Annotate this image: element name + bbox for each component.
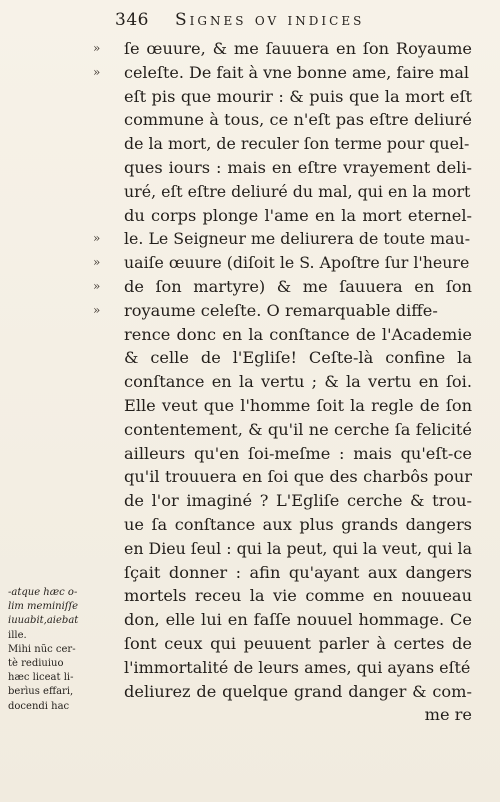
line-text: de la mort, de reculer ſon terme pour quel- bbox=[124, 134, 470, 154]
text-line bbox=[124, 561, 472, 585]
line-text: contentement, & qu'il ne cerche ſa felicité bbox=[124, 419, 472, 439]
line-text: ſe œuure, & me ſauuera en ſon Royaume bbox=[124, 39, 472, 58]
line-text: ſçait donner : afin qu'ayant aux dangers bbox=[124, 562, 472, 582]
line-text: commune à tous, ce n'eſt pas eſtre deliuré bbox=[124, 110, 472, 130]
quotation-mark: » bbox=[93, 278, 101, 293]
margin-note-line: berìus effari, bbox=[8, 686, 74, 698]
text-line bbox=[124, 156, 472, 180]
text-line bbox=[124, 394, 472, 418]
text-line bbox=[124, 465, 472, 489]
text-line bbox=[124, 85, 472, 109]
line-text: Elle veut que l'homme ſoit la regle de ſon bbox=[124, 395, 472, 415]
line-text: & celle de l'Egliſe! Ceſte-là confine la bbox=[124, 348, 472, 368]
line-text: uaiſe œuure (diſoit le S. Apoſtre ſur l'heure bbox=[124, 253, 470, 273]
margin-note-line: lim meminiſſe bbox=[8, 601, 79, 613]
quotation-mark: » bbox=[93, 255, 101, 270]
line-text: celeſte. De fait à vne bonne ame, faire mal bbox=[124, 62, 470, 82]
quotation-mark: » bbox=[93, 64, 101, 79]
margin-note-line: iuuabit,aiebat bbox=[8, 615, 79, 627]
text-line bbox=[124, 132, 472, 156]
quotation-mark: » bbox=[93, 302, 101, 317]
text-line bbox=[124, 346, 472, 370]
margin-note bbox=[8, 586, 120, 714]
margin-note-line: docendi hac bbox=[8, 700, 70, 712]
page-number: 346 bbox=[115, 10, 149, 30]
line-text: don, elle lui en faſſe nouuel hommage. Ce bbox=[124, 610, 472, 630]
quotation-mark: » bbox=[93, 41, 101, 55]
line-text: uré, eſt eſtre deliuré du mal, qui en la mort bbox=[124, 181, 471, 201]
text-line bbox=[124, 537, 472, 561]
margin-note-line: ille. bbox=[8, 629, 27, 641]
text-line bbox=[124, 370, 472, 394]
text-line bbox=[124, 608, 472, 632]
running-head: Signes ov indices bbox=[175, 10, 365, 30]
text-line bbox=[124, 180, 472, 204]
line-text: qu'il trouuera en ſoi que des charbôs pour bbox=[124, 467, 472, 487]
margin-note-line: tè rediuiuo bbox=[8, 657, 64, 669]
line-text: deliurez de quelque grand danger & com- bbox=[124, 681, 472, 701]
line-text: l'immortalité de leurs ames, qui ayans eſté bbox=[124, 657, 471, 677]
line-text: conſtance en la vertu ; & la vertu en ſoi. bbox=[124, 372, 472, 392]
text-line bbox=[93, 37, 472, 61]
line-text: du corps plonge l'ame en la mort eternel- bbox=[124, 205, 472, 225]
text-line bbox=[124, 656, 472, 680]
page-header bbox=[115, 10, 475, 36]
line-text: me re bbox=[424, 705, 472, 725]
line-text: ſont ceux qui peuuent parler à certes de bbox=[124, 633, 472, 653]
quotation-mark: » bbox=[93, 231, 101, 246]
line-text: le. Le Seigneur me deliurera de toute mau- bbox=[124, 229, 471, 249]
text-line bbox=[124, 489, 472, 513]
margin-note-line: hæc liceat li- bbox=[8, 672, 74, 684]
text-line bbox=[93, 227, 472, 251]
line-text: en Dieu ſeul : qui la peut, qui la veut, qui la bbox=[124, 538, 472, 558]
text-line bbox=[93, 61, 472, 85]
text-line bbox=[124, 323, 472, 347]
line-text: ue ſa conſtance aux plus grands dangers bbox=[124, 514, 472, 534]
body-text bbox=[93, 37, 472, 727]
line-text: ailleurs qu'en ſoi-meſme : mais qu'eſt-ce bbox=[124, 443, 472, 463]
line-text: de l'or imaginé ? L'Egliſe cerche & trou- bbox=[124, 491, 472, 511]
text-line bbox=[124, 632, 472, 656]
text-line bbox=[93, 275, 472, 299]
text-line bbox=[124, 513, 472, 537]
text-line bbox=[124, 108, 472, 132]
line-text: de ſon martyre) & me ſauuera en ſon bbox=[124, 276, 472, 296]
line-text: royaume celeſte. O remarquable diffe- bbox=[124, 300, 438, 320]
text-line bbox=[124, 680, 472, 704]
text-line bbox=[124, 418, 472, 442]
text-line bbox=[93, 299, 472, 323]
text-line bbox=[124, 204, 472, 228]
line-text: ques iours : mais en eſtre vrayement deli- bbox=[124, 157, 472, 177]
margin-note-line: -atque hæc o- bbox=[8, 587, 78, 598]
margin-note-line: Mihi nũc cer- bbox=[8, 643, 76, 655]
text-line bbox=[124, 442, 472, 466]
line-text: eſt pis que mourir : & puis que la mort eſt bbox=[124, 86, 472, 106]
text-line bbox=[124, 584, 472, 608]
text-line bbox=[124, 703, 472, 727]
line-text: mortels receu la vie comme en nouueau bbox=[124, 586, 472, 606]
text-line bbox=[93, 251, 472, 275]
line-text: rence donc en la conſtance de l'Academie bbox=[124, 324, 472, 344]
